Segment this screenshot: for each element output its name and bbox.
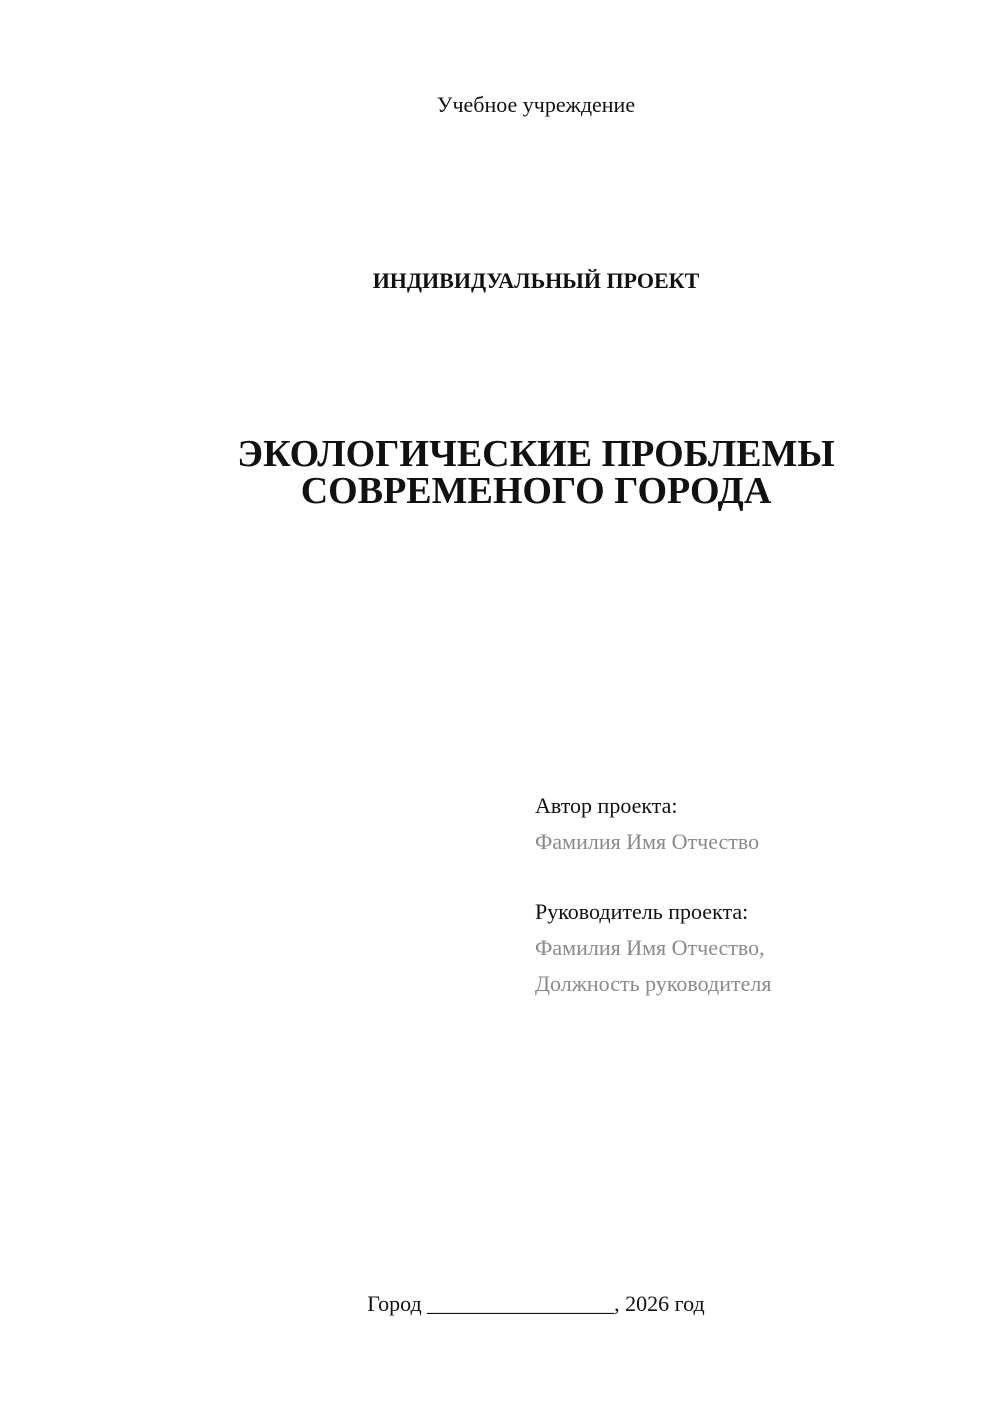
project-title-line-1: ЭКОЛОГИЧЕСКИЕ ПРОБЛЕМЫ xyxy=(237,433,835,475)
institution-name: Учебное учреждение xyxy=(436,92,636,117)
project-type-heading: ИНДИВИДУАЛЬНЫЙ ПРОЕКТ xyxy=(372,268,700,293)
supervisor-label: Руководитель проекта: xyxy=(535,899,749,924)
credits-block xyxy=(535,788,975,1002)
city-year-footer: Город _________________, 2026 год xyxy=(367,1291,705,1316)
credits-spacer xyxy=(535,860,975,894)
author-label: Автор проекта: xyxy=(535,793,678,818)
supervisor-position: Должность руководителя xyxy=(535,971,772,996)
supervisor-name: Фамилия Имя Отчество, xyxy=(535,935,765,960)
project-title xyxy=(0,433,1000,512)
author-name: Фамилия Имя Отчество xyxy=(535,829,760,854)
project-title-line-2: СОВРЕМЕНОГО ГОРОДА xyxy=(300,470,772,512)
